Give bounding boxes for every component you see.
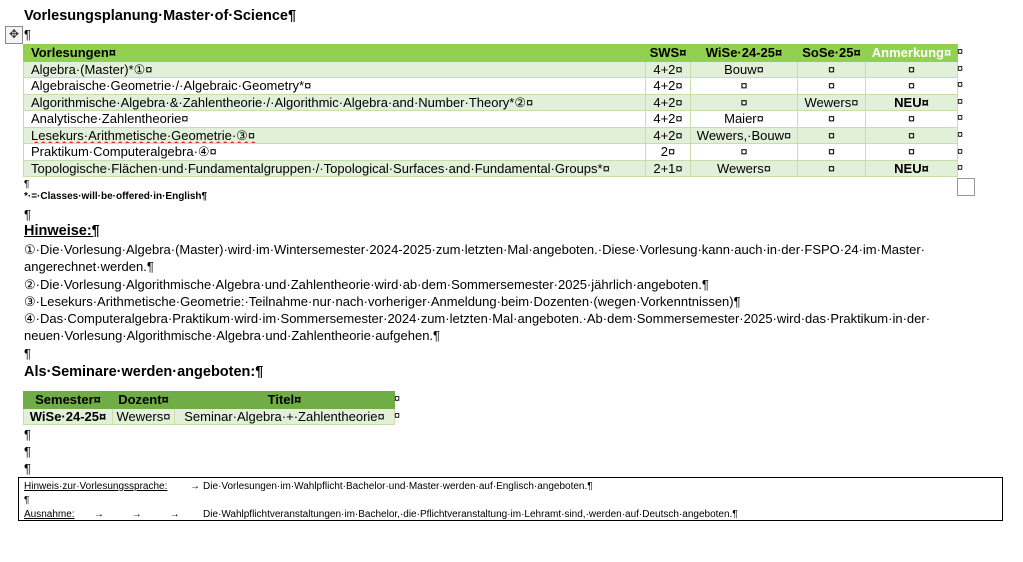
hinweis-line: ①·Die·Vorlesung·Algebra·(Master)·wird·im·Wintersemester·2024-2025·zum·letzten·Mal·angeboten.·Diese·Vorlesung·kann·auch·in·der·FSPO·24·im·Master· <box>24 242 926 257</box>
course-sose: ¤ <box>798 127 866 144</box>
course-name: Algebra·(Master)*①¤ <box>24 61 646 78</box>
table-row <box>24 160 958 177</box>
row-end-mark: ¤ <box>957 63 964 75</box>
course-sws: 2+1¤ <box>646 160 691 177</box>
course-wise: Maier¤ <box>691 111 798 128</box>
course-note: NEU¤ <box>866 94 958 111</box>
paragraph-mark: ¶ <box>24 444 31 459</box>
paragraph-mark: ¶ <box>24 207 31 222</box>
course-name: Praktikum·Computeralgebra·④¤ <box>24 144 646 161</box>
row-end-mark: ¤ <box>957 146 964 158</box>
hinweis-line: ③·Lesekurs·Arithmetische·Geometrie:·Teilnahme·nur·nach·vorheriger·Anmeldung·beim·Dozenten·(wegen·Vorkenntnissen)¶ <box>24 294 741 309</box>
hinweis-line: ②·Die·Vorlesung·Algorithmische·Algebra·und·Zahlentheorie·wird·ab·dem·Sommersemester·2025·jährlich·angeboten.¶ <box>24 277 709 292</box>
course-sose: ¤ <box>798 144 866 161</box>
table-row <box>24 94 958 111</box>
language-note-label: Hinweis·zur·Vorlesungssprache: <box>24 481 168 492</box>
paragraph-mark: ¶ <box>24 495 30 506</box>
exception-label: Ausnahme: <box>24 509 75 520</box>
header-vorlesungen: Vorlesungen¤ <box>24 45 646 62</box>
course-sose: ¤ <box>798 111 866 128</box>
course-name: Topologische·Flächen·und·Fundamentalgruppen·/·Topological·Surfaces·and·Fundamental·Groups*¤ <box>24 160 646 177</box>
course-sws: 4+2¤ <box>646 94 691 111</box>
row-end-mark: ¤ <box>957 96 964 108</box>
course-note: ¤ <box>866 61 958 78</box>
language-note-text: Die·Vorlesungen·im·Wahlpflicht·Bachelor·und·Master·werden·auf·Englisch·angeboten.¶ <box>203 481 593 492</box>
course-name: Analytische·Zahlentheorie¤ <box>24 111 646 128</box>
course-sws: 4+2¤ <box>646 111 691 128</box>
row-end-mark: ¤ <box>394 410 401 422</box>
hinweise-heading: Hinweise:¶ <box>24 223 100 239</box>
seminare-heading: Als·Seminare·werden·angeboten:¶ <box>24 364 264 380</box>
course-sws: 4+2¤ <box>646 61 691 78</box>
seminar-table <box>23 391 395 425</box>
course-wise: ¤ <box>691 94 798 111</box>
course-sws: 4+2¤ <box>646 127 691 144</box>
table-row <box>24 111 958 128</box>
course-name: Lesekurs·Arithmetische·Geometrie·③¤ <box>24 127 646 144</box>
row-end-mark: ¤ <box>957 162 964 174</box>
row-end-mark: ¤ <box>957 129 964 141</box>
table-row <box>24 144 958 161</box>
header-titel: Titel¤ <box>175 392 395 409</box>
course-note: NEU¤ <box>866 160 958 177</box>
course-wise: ¤ <box>691 144 798 161</box>
hinweis-line: ④·Das·Computeralgebra·Praktikum·wird·im·Sommersemester·2024·zum·letzten·Mal·angeboten.·Ab·dem·Sommersemester·2025·wird·das·Praktikum·in·der· <box>24 311 931 326</box>
paragraph-mark: ¶ <box>24 427 31 442</box>
header-semester: Semester¤ <box>24 392 113 409</box>
header-sws: SWS¤ <box>646 45 691 62</box>
seminar-titel: Seminar·Algebra·+·Zahlentheorie¤ <box>175 408 395 425</box>
english-footnote: *·=·Classes·will·be·offered·in·English¶ <box>24 191 208 202</box>
seminar-dozent: Wewers¤ <box>113 408 175 425</box>
course-name: Algebraische·Geometrie·/·Algebraic·Geometry*¤ <box>24 78 646 95</box>
header-anmerkung: Anmerkung¤ <box>866 45 958 62</box>
course-sose: ¤ <box>798 78 866 95</box>
header-wise: WiSe·24-25¤ <box>691 45 798 62</box>
course-note: ¤ <box>866 78 958 95</box>
table-row <box>24 408 395 425</box>
course-wise: ¤ <box>691 78 798 95</box>
courses-table-header-row <box>24 45 958 62</box>
exception-text: Die·Wahlpflichtveranstaltungen·im·Bachelor,·die·Pflichtveranstaltung·im·Lehramt·sind,·werden·auf·Deutsch·angeboten.¶ <box>203 509 738 520</box>
row-end-mark: ¤ <box>957 79 964 91</box>
table-row <box>24 61 958 78</box>
hinweis-line: angerechnet·werden.¶ <box>24 259 154 274</box>
course-sws: 4+2¤ <box>646 78 691 95</box>
courses-table <box>23 44 958 177</box>
seminar-table-header-row <box>24 392 395 409</box>
paragraph-mark: ¶ <box>24 27 31 42</box>
row-end-mark: ¤ <box>957 112 964 124</box>
table-row <box>24 127 958 144</box>
course-note: ¤ <box>866 111 958 128</box>
paragraph-mark: ¶ <box>24 346 31 361</box>
paragraph-mark: ¶ <box>24 179 30 190</box>
course-note: ¤ <box>866 144 958 161</box>
table-row <box>24 78 958 95</box>
row-end-mark: ¤ <box>394 393 401 405</box>
header-dozent: Dozent¤ <box>113 392 175 409</box>
course-sose: ¤ <box>798 61 866 78</box>
hinweis-line: neuen·Vorlesung·Algorithmische·Algebra·und·Zahlentheorie·aufgehen.¶ <box>24 328 441 343</box>
course-sose: Wewers¤ <box>798 94 866 111</box>
document-title: Vorlesungsplanung·Master·of·Science¶ <box>24 8 297 24</box>
seminar-semester: WiSe·24-25¤ <box>24 408 113 425</box>
course-sws: 2¤ <box>646 144 691 161</box>
tab-arrow: → <box>190 481 200 492</box>
header-sose: SoSe·25¤ <box>798 45 866 62</box>
row-end-mark: ¤ <box>957 46 964 58</box>
course-name: Algorithmische·Algebra·&·Zahlentheorie·/·Algorithmic·Algebra·and·Number·Theory*②¤ <box>24 94 646 111</box>
table-move-handle-icon[interactable]: ✥ <box>5 26 23 44</box>
paragraph-mark: ¶ <box>24 461 31 476</box>
course-wise: Bouw¤ <box>691 61 798 78</box>
course-wise: Wewers,·Bouw¤ <box>691 127 798 144</box>
language-note-box <box>18 477 1003 521</box>
tab-arrows: → → → <box>94 509 180 520</box>
course-sose: ¤ <box>798 160 866 177</box>
table-resize-handle[interactable] <box>957 178 975 196</box>
course-note: ¤ <box>866 127 958 144</box>
course-wise: Wewers¤ <box>691 160 798 177</box>
